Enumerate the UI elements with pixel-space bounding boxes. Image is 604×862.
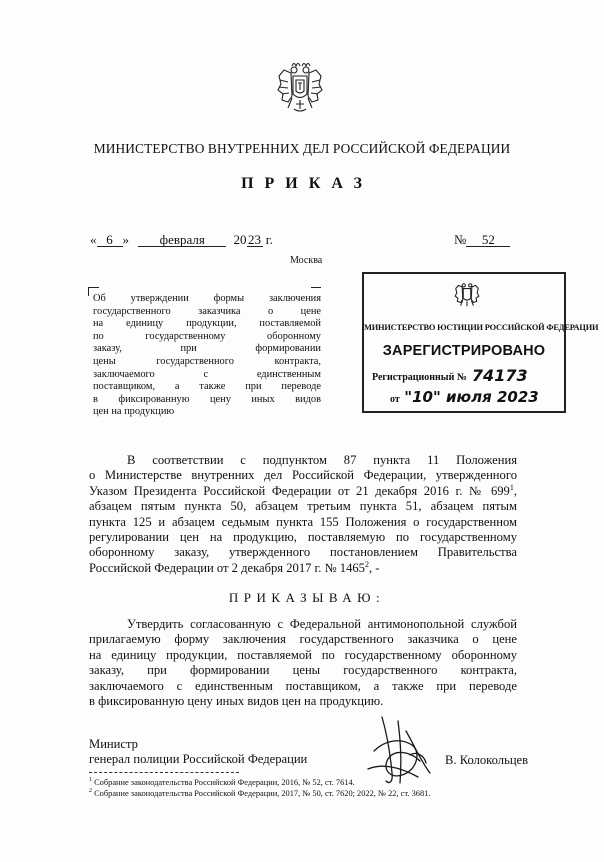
- date-month: февраля: [138, 233, 226, 247]
- preamble-line: [89, 484, 517, 499]
- city: Москва: [290, 255, 323, 266]
- preamble-line: пункта 125 и абзацем седьмым пункта 155 Положения о государственном: [89, 514, 517, 529]
- signatory-position-line: Министр: [89, 737, 138, 751]
- subject-line: заказу, при формировании: [93, 343, 321, 355]
- document-title: ПРИКАЗ: [241, 175, 373, 192]
- stamp-reg-label: Регистрационный №: [372, 372, 467, 383]
- order-heading: ПРИКАЗЫВАЮ:: [228, 590, 386, 605]
- preamble-line: абзацем пятым пункта 50, абзацем третьим пункта 51, абзацем пятым: [89, 499, 517, 514]
- coat-of-arms-icon: [276, 60, 324, 116]
- footnote-ref: 1: [509, 482, 514, 492]
- ministry-name: МИНИСТЕРСТВО ВНУТРЕННИХ ДЕЛ РОССИЙСКОЙ ФЕДЕРАЦИИ: [93, 141, 511, 156]
- stamp-date: [390, 388, 539, 406]
- date-open-quote: «: [90, 232, 97, 247]
- preamble: [89, 453, 517, 576]
- preamble-line: оборонному заказу, утвержденного постановлением Правительства: [89, 545, 517, 560]
- stamp-ministry: МИНИСТЕРСТВО ЮСТИЦИИ РОССИЙСКОЙ ФЕДЕРАЦИИ: [364, 323, 599, 332]
- resolution-line: прилагаемую форму заключения государственного заказчика о цене: [89, 632, 517, 647]
- footnote: [89, 788, 430, 799]
- preamble-line: В соответствии с подпунктом 87 пункта 11 Положения: [127, 453, 517, 467]
- stamp-date-value: "10" июля 2023: [404, 388, 539, 406]
- preamble-punct: , -: [368, 560, 380, 575]
- resolution-line: заключаемого с единственным поставщиком, а также при переводе: [89, 678, 517, 693]
- preamble-line-text: Российской Федерации от 2 декабря 2017 г. № 1465: [89, 560, 365, 575]
- footnotes: [89, 777, 430, 799]
- footnote-mark: 1: [89, 777, 92, 784]
- subject-line: по государственному оборонному: [93, 330, 321, 342]
- subject-line: государственного заказчика о цене: [93, 305, 321, 317]
- footnote-divider: [89, 772, 239, 773]
- subject-line: поставщиком, а также при переводе: [93, 381, 321, 393]
- date-year-unit: г.: [265, 232, 273, 247]
- order-number: [454, 232, 510, 248]
- preamble-line: [89, 561, 517, 576]
- preamble-line: регулировании цен на продукцию, поставляемую по государственному: [89, 530, 517, 545]
- footnote-mark: 2: [89, 788, 92, 795]
- resolution-line: на единицу продукции, поставляемой по государственному оборонному: [89, 647, 517, 662]
- footnote: [89, 777, 430, 788]
- stamp-reg-number: [372, 365, 528, 384]
- stamp-date-label: от: [390, 394, 400, 405]
- subject-line: цен на продукцию: [93, 406, 175, 418]
- signatory-name: В. Колокольцев: [445, 753, 529, 767]
- order-date: [90, 232, 273, 248]
- order-subject: [93, 293, 321, 419]
- resolution-line: заказу, при формировании цены государственного контракта,: [89, 663, 517, 678]
- resolution-line: Утвердить согласованную с Федеральной антимонопольной службой: [127, 617, 517, 631]
- signatory-position-line: генерал полиции Российской Федерации: [89, 752, 308, 767]
- date-day: 6: [97, 233, 123, 247]
- footnote-text: Собрание законодательства Российской Федерации, 2017, № 50, ст. 7620; 2022, № 22, ст. 3681.: [94, 789, 431, 798]
- stamp-reg-value: 74173: [471, 366, 528, 385]
- preamble-punct: ,: [513, 483, 517, 498]
- number-value: 52: [466, 233, 510, 247]
- resolution-line: в фиксированную цену иных видов цен на продукцию.: [89, 694, 384, 709]
- date-close-quote: »: [122, 232, 129, 247]
- stamp-registered: ЗАРЕГИСТРИРОВАНО: [382, 343, 546, 359]
- subject-line: цены государственного контракта,: [93, 355, 321, 367]
- date-year-prefix: 20: [233, 232, 247, 247]
- stamp-emblem-icon: [454, 280, 480, 310]
- footnote-text: Собрание законодательства Российской Федерации, 2016, № 52, ст. 7614.: [94, 778, 355, 787]
- subject-line: на единицу продукции, поставляемой: [93, 318, 321, 330]
- preamble-line: о Министерстве внутренних дел Российской Федерации, утвержденного: [89, 468, 517, 483]
- subject-line: Об утверждении формы заключения: [93, 293, 321, 304]
- subject-line: заключаемого с единственным: [93, 368, 321, 380]
- subject-line: в фиксированную цену иных видов: [93, 393, 321, 405]
- date-year-suffix: 23: [248, 232, 261, 247]
- preamble-line-text: Указом Президента Российской Федерации от 21 декабря 2016 г. № 699: [89, 483, 510, 498]
- registration-stamp: [362, 272, 599, 413]
- number-sign: №: [454, 232, 467, 247]
- resolution: [89, 617, 517, 709]
- footnote-ref: 2: [364, 559, 369, 569]
- signatory-position: [89, 737, 307, 768]
